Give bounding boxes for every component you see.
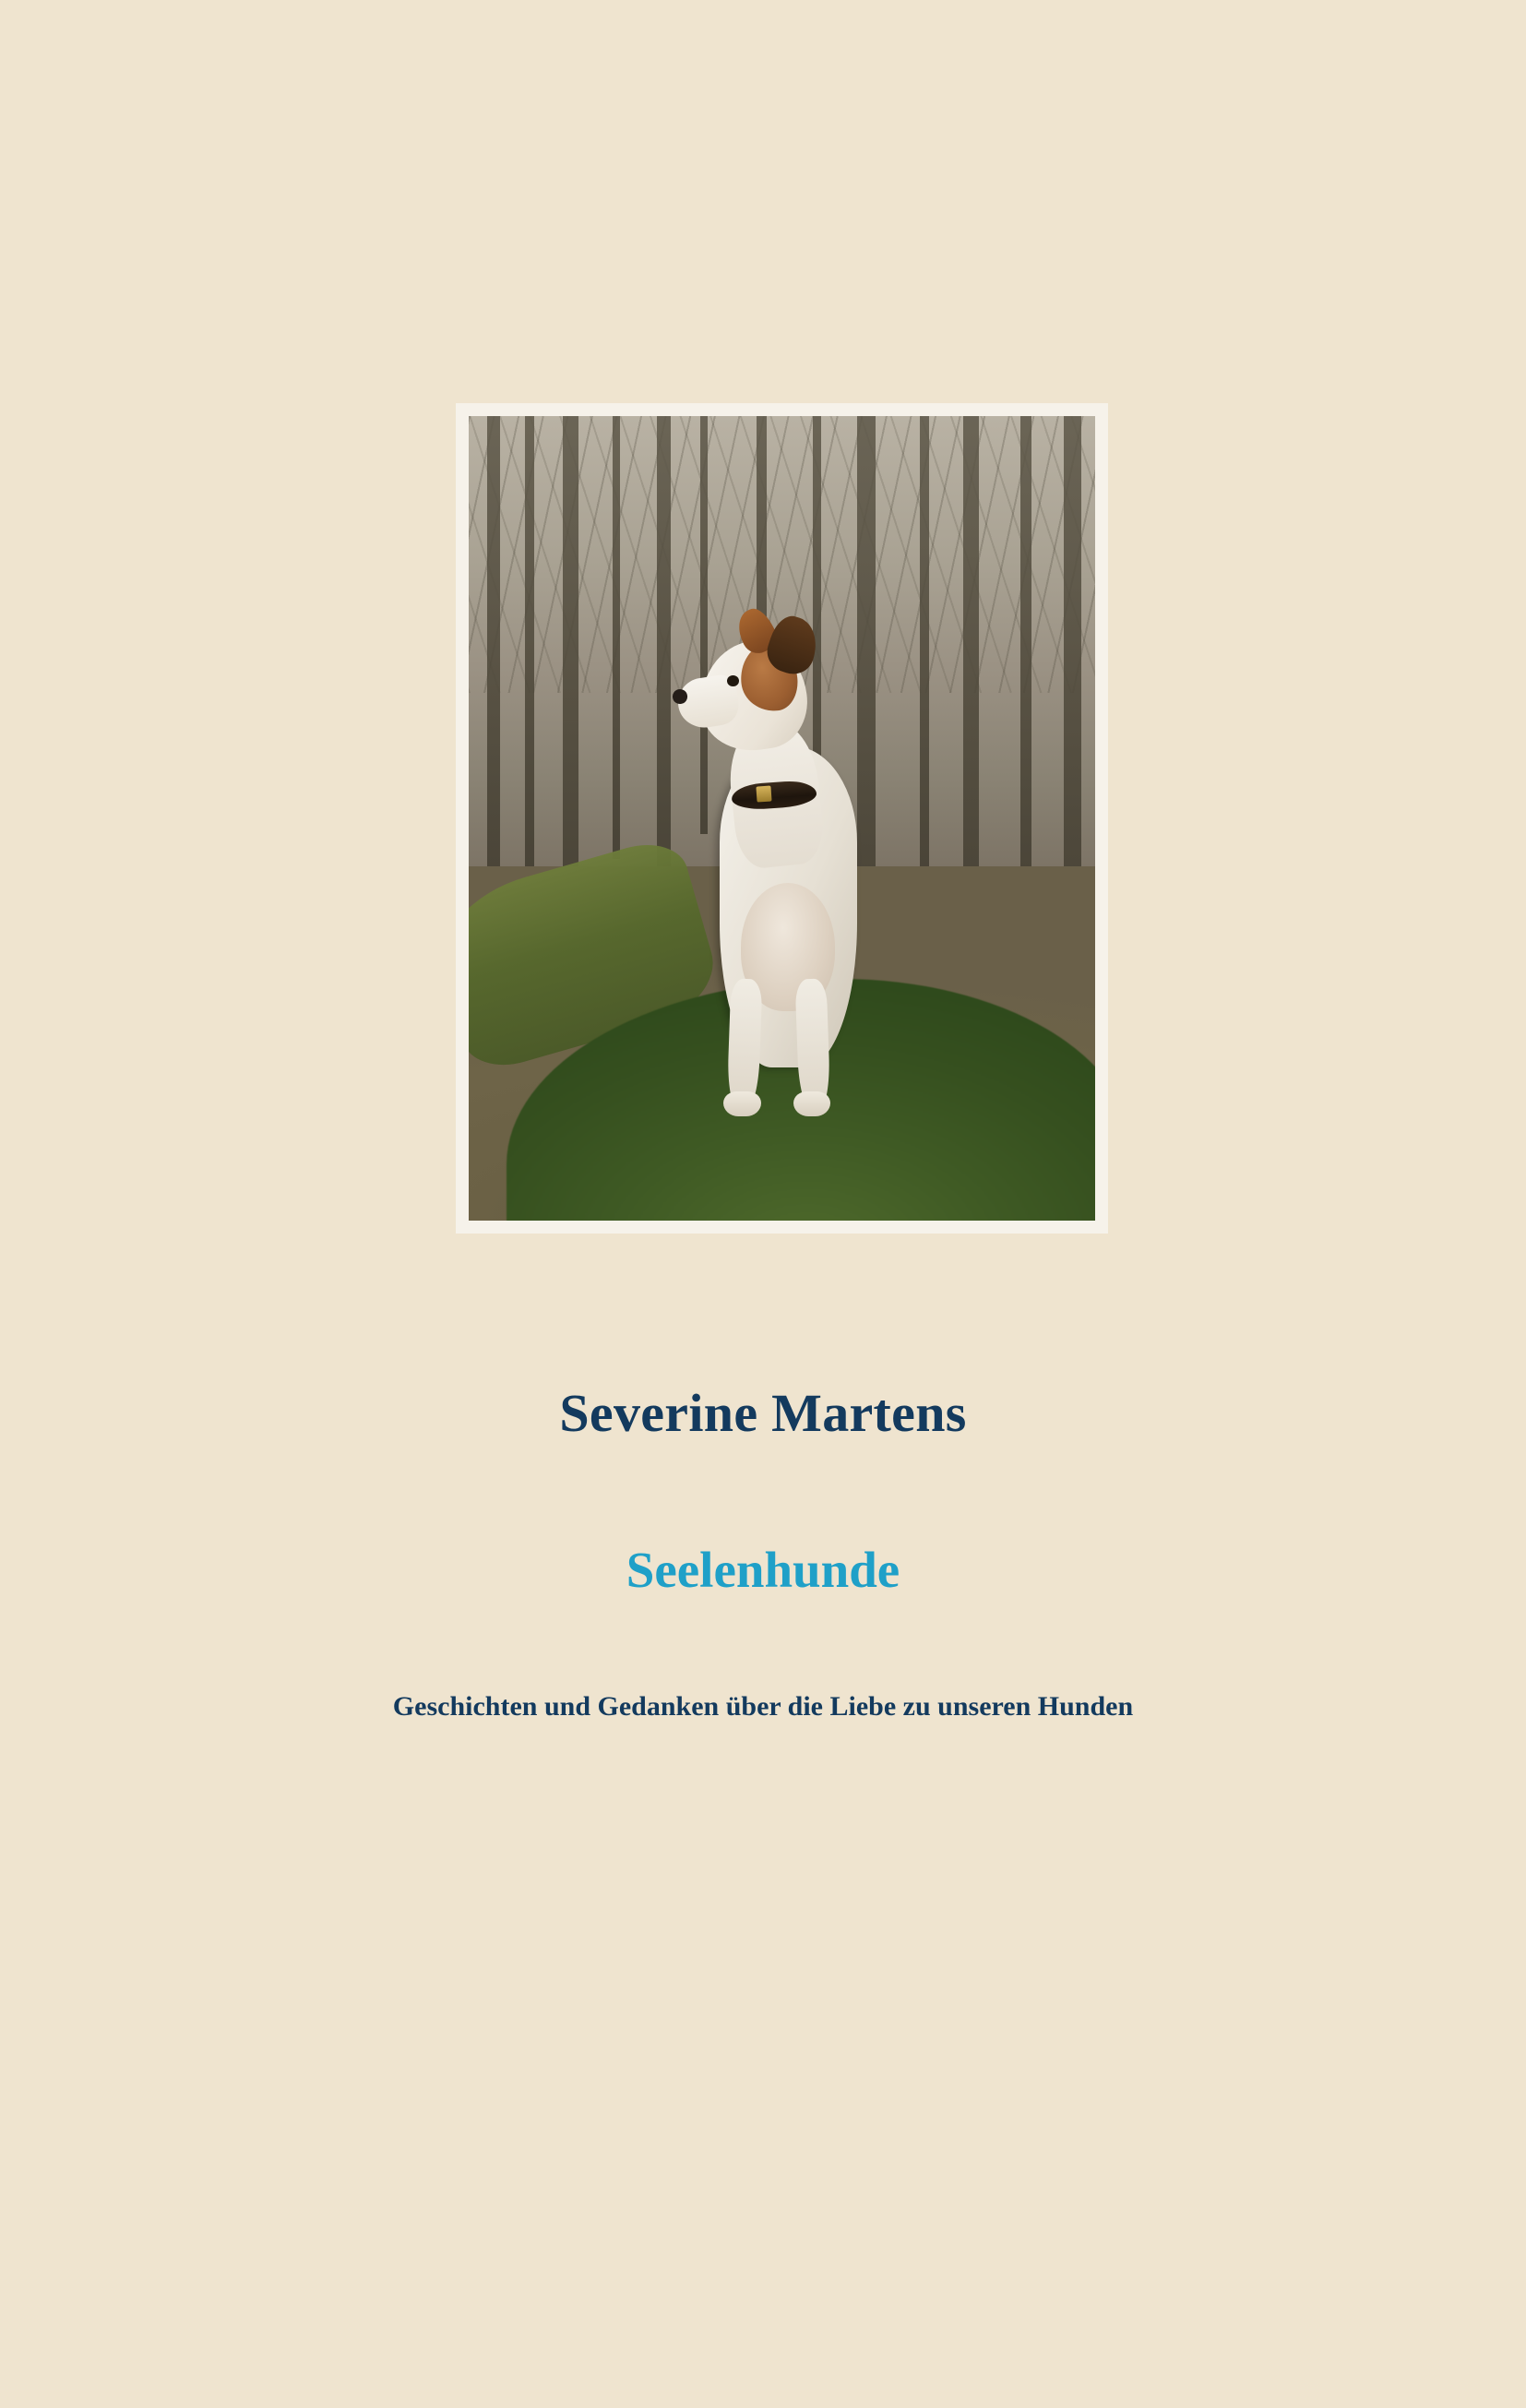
book-subtitle: Geschichten und Gedanken über die Liebe zu unseren Hunden <box>392 1691 1134 1723</box>
forest-scene <box>469 416 1095 1221</box>
dog-subject <box>469 416 1095 1221</box>
book-title: Seelenhunde <box>626 1541 900 1598</box>
cover-text-block <box>0 1384 1526 1723</box>
dog-front-leg-left <box>726 979 762 1109</box>
dog-eye <box>727 675 739 686</box>
dog-front-leg-right <box>795 979 831 1109</box>
author-name: Severine Martens <box>559 1383 967 1443</box>
cover-photo-frame <box>456 403 1108 1234</box>
dog-collar-buckle <box>757 786 772 804</box>
dog-paw-right <box>793 1091 831 1115</box>
cover-photo <box>469 416 1095 1221</box>
dog-paw-left <box>723 1091 761 1115</box>
